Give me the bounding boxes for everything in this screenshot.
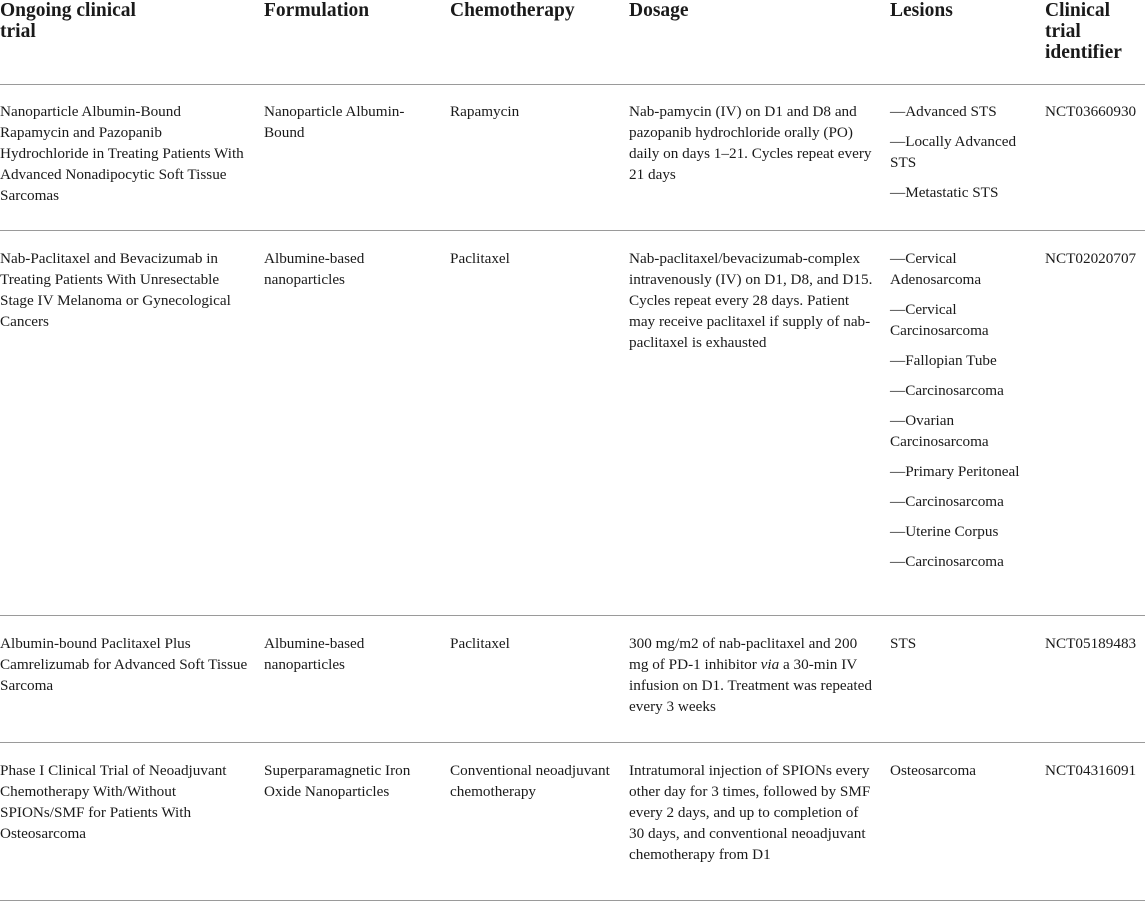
table-row [0, 231, 1145, 616]
header-formulation: Formulation [264, 0, 370, 21]
trial-name: Nanoparticle Albumin-Bound Rapamycin and Pazopanib Hydrochloride in Treating Patients With Advanced Nonadipocytic Soft Tissue Sarcomas [0, 103, 244, 204]
lesion-item: —Carcinosarcoma [890, 382, 1004, 399]
lesion-item: —Carcinosarcoma [890, 553, 1004, 570]
dosage: Intratumoral injection of SPIONs every other day for 3 times, followed by SMF every 2 days, and up to completion of 30 days, and conventional neoadjuvant chemotherapy from D1 [629, 762, 871, 863]
lesion-item: —Cervical Adenosarcoma [890, 250, 982, 288]
trial-name: Albumin-bound Paclitaxel Plus Camrelizumab for Advanced Soft Tissue Sarcoma [0, 635, 248, 694]
lesions-list [890, 248, 1030, 581]
lesions-list [890, 760, 1030, 790]
lesion-item: —Advanced STS [890, 103, 997, 120]
lesion-item: —Primary Peritoneal [890, 463, 1020, 480]
lesion-item: STS [890, 635, 917, 652]
dosage: Nab-paclitaxel/bevacizumab-complex intravenously (IV) on D1, D8, and D15. Cycles repeat every 28 days. Patient may receive paclitaxel if supply of nab-paclitaxel is exhausted [629, 250, 873, 351]
formulation: Albumine-based nanoparticles [264, 250, 365, 288]
lesions-list [890, 101, 1030, 212]
lesion-item: —Ovarian Carcinosarcoma [890, 412, 989, 450]
table-row [0, 84, 1145, 231]
trial-identifier: NCT05189483 [1045, 635, 1137, 652]
trial-name: Nab-Paclitaxel and Bevacizumab in Treating Patients With Unresectable Stage IV Melanoma or Gynecological Cancers [0, 250, 231, 330]
dosage-text: 300 mg/m2 of nab-paclitaxel and 200 mg of PD-1 inhibitor [629, 635, 858, 673]
lesion-item: —Locally Advanced STS [890, 133, 1017, 171]
table-header-row [0, 0, 1145, 85]
lesion-item: —Cervical Carcinosarcoma [890, 301, 989, 339]
dosage: Nab-pamycin (IV) on D1 and D8 and pazopanib hydrochloride orally (PO) daily on days 1–21. Cycles repeat every 21 days [629, 103, 872, 183]
chemotherapy: Conventional neoadjuvant chemotherapy [450, 762, 610, 800]
chemotherapy: Paclitaxel [450, 250, 510, 267]
header-chemotherapy: Chemotherapy [450, 0, 575, 21]
lesion-item: Osteosarcoma [890, 762, 977, 779]
dosage-text: a 30-min IV infusion on D1. Treatment was repeated every 3 weeks [629, 656, 872, 715]
dosage-italic-text: via [760, 656, 780, 673]
header-clinical-trial-identifier: Clinical trial identifier [1045, 0, 1122, 63]
lesion-item: —Carcinosarcoma [890, 493, 1004, 510]
lesion-item: —Fallopian Tube [890, 352, 997, 369]
lesion-item: —Metastatic STS [890, 184, 999, 201]
header-lesions: Lesions [890, 0, 953, 21]
trial-name: Phase I Clinical Trial of Neoadjuvant Chemotherapy With/Without SPIONs/SMF for Patients With Osteosarcoma [0, 762, 227, 842]
header-ongoing-clinical-trial: Ongoing clinical trial [0, 0, 136, 42]
lesion-item: —Uterine Corpus [890, 523, 999, 540]
trial-identifier: NCT03660930 [1045, 103, 1137, 120]
chemotherapy: Rapamycin [450, 103, 520, 120]
formulation: Nanoparticle Albumin-Bound [264, 103, 405, 141]
table-row [0, 743, 1145, 901]
formulation: Superparamagnetic Iron Oxide Nanoparticles [264, 762, 411, 800]
table-row [0, 616, 1145, 743]
lesions-list [890, 633, 1030, 663]
trial-identifier: NCT04316091 [1045, 762, 1137, 779]
formulation: Albumine-based nanoparticles [264, 635, 365, 673]
dosage [629, 633, 874, 717]
trial-identifier: NCT02020707 [1045, 250, 1137, 267]
header-dosage: Dosage [629, 0, 689, 21]
chemotherapy: Paclitaxel [450, 635, 510, 652]
